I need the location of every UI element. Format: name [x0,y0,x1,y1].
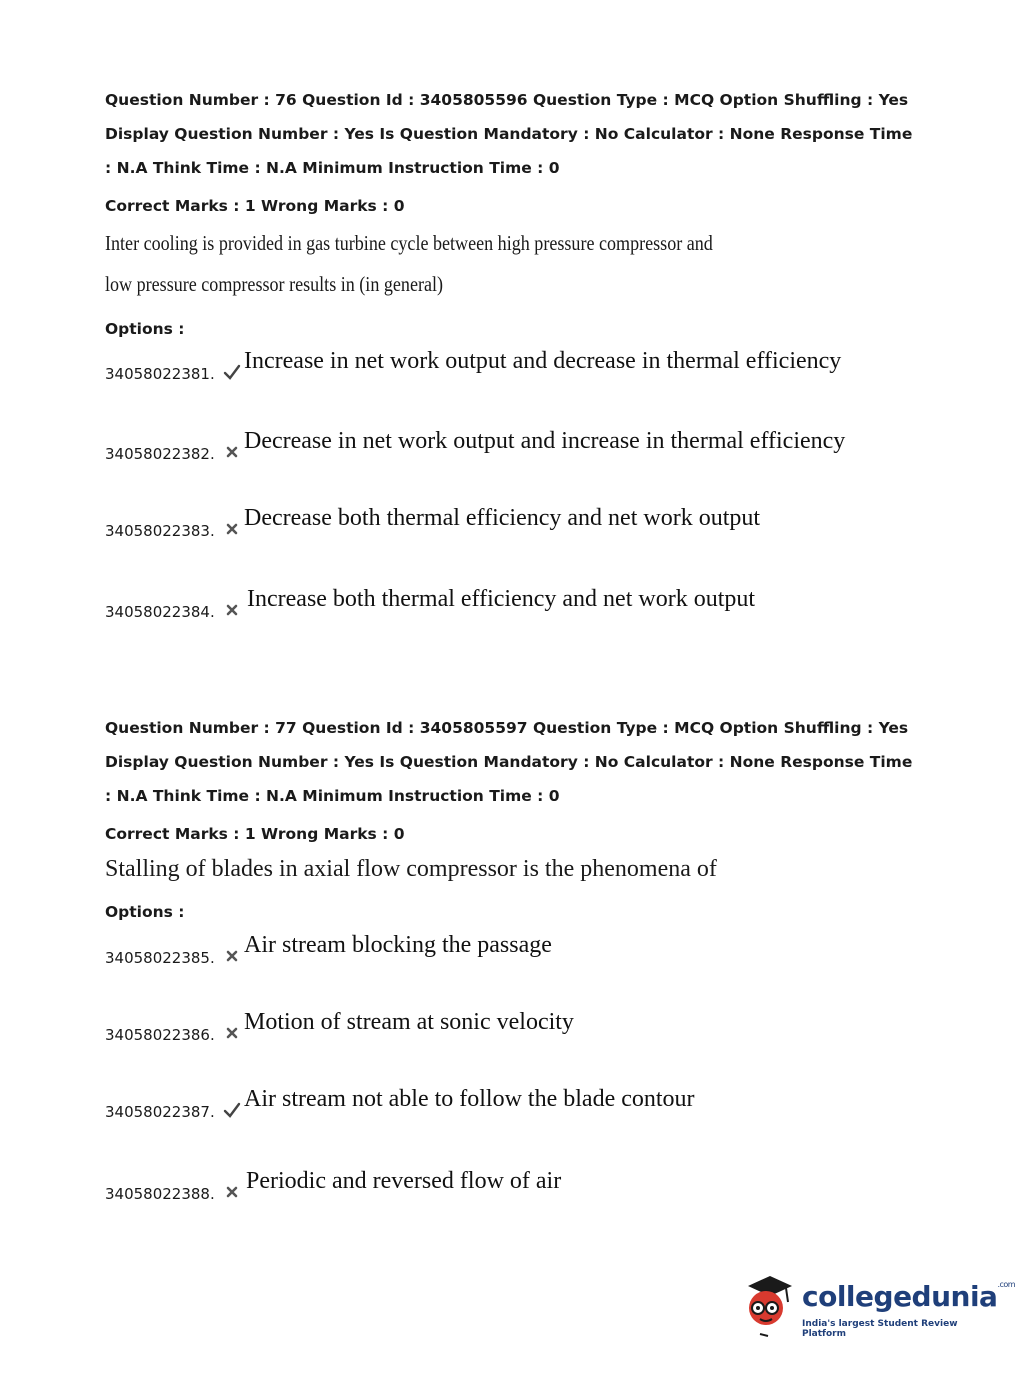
options-label: Options : [105,903,185,921]
cross-icon [223,1024,241,1042]
option-row [0,1084,1000,1124]
option-text: Decrease both thermal efficiency and net work output [244,505,761,531]
question-marks: Correct Marks : 1 Wrong Marks : 0 [105,825,405,843]
question-text-line-2: low pressure compressor results in (in general) [105,272,444,296]
logo-suffix: .com [997,1280,1015,1289]
option-row [0,503,1000,543]
options-label: Options : [105,320,185,338]
option-text: Air stream not able to follow the blade contour [244,1086,695,1112]
option-row [0,1166,1000,1206]
question-marks: Correct Marks : 1 Wrong Marks : 0 [105,197,405,215]
collegedunia-logo [740,1272,1015,1342]
option-row [0,584,1000,624]
check-icon [223,1101,241,1119]
option-id: 34058022382. [105,445,215,463]
option-id: 34058022384. [105,603,215,621]
option-text: Periodic and reversed flow of air [246,1168,562,1194]
logo-wordmark: collegedunia$^{.com}$ [802,1280,1015,1313]
question-text-line-1: Stalling of blades in axial flow compressor is the phenomena of [105,856,717,882]
question-text-line-1: Inter cooling is provided in gas turbine cycle between high pressure compressor and [105,231,713,255]
option-id: 34058022385. [105,949,215,967]
option-text: Motion of stream at sonic velocity [244,1009,574,1035]
option-row [0,346,1000,386]
question-meta-line-1: Question Number : 76 Question Id : 3405805596 Question Type : MCQ Option Shuffling : Yes [105,91,909,109]
cross-icon [223,1183,241,1201]
option-id: 34058022386. [105,1026,215,1044]
option-text: Increase both thermal efficiency and net work output [247,586,756,612]
option-row [0,930,1000,970]
option-row [0,426,1000,466]
option-text: Air stream blocking the passage [244,932,552,958]
question-meta-line-3: : N.A Think Time : N.A Minimum Instruction Time : 0 [105,787,560,805]
logo-tagline: India's largest Student Review Platform [802,1319,958,1339]
question-meta-line-2: Display Question Number : Yes Is Question Mandatory : No Calculator : None Response Time [105,753,913,771]
cross-icon [223,947,241,965]
option-id: 34058022388. [105,1185,215,1203]
mascot-icon [740,1272,800,1338]
cross-icon [223,443,241,461]
question-meta-line-1: Question Number : 77 Question Id : 3405805597 Question Type : MCQ Option Shuffling : Yes [105,719,909,737]
option-row [0,1007,1000,1047]
cross-icon [223,520,241,538]
option-id: 34058022383. [105,522,215,540]
option-id: 34058022387. [105,1103,215,1121]
question-meta-line-2: Display Question Number : Yes Is Question Mandatory : No Calculator : None Response Time [105,125,913,143]
option-id: 34058022381. [105,365,215,383]
cross-icon [223,601,241,619]
check-icon [223,363,241,381]
option-text: Decrease in net work output and increase in thermal efficiency [244,428,846,454]
option-text: Increase in net work output and decrease in thermal efficiency [244,348,842,374]
question-meta-line-3: : N.A Think Time : N.A Minimum Instruction Time : 0 [105,159,560,177]
